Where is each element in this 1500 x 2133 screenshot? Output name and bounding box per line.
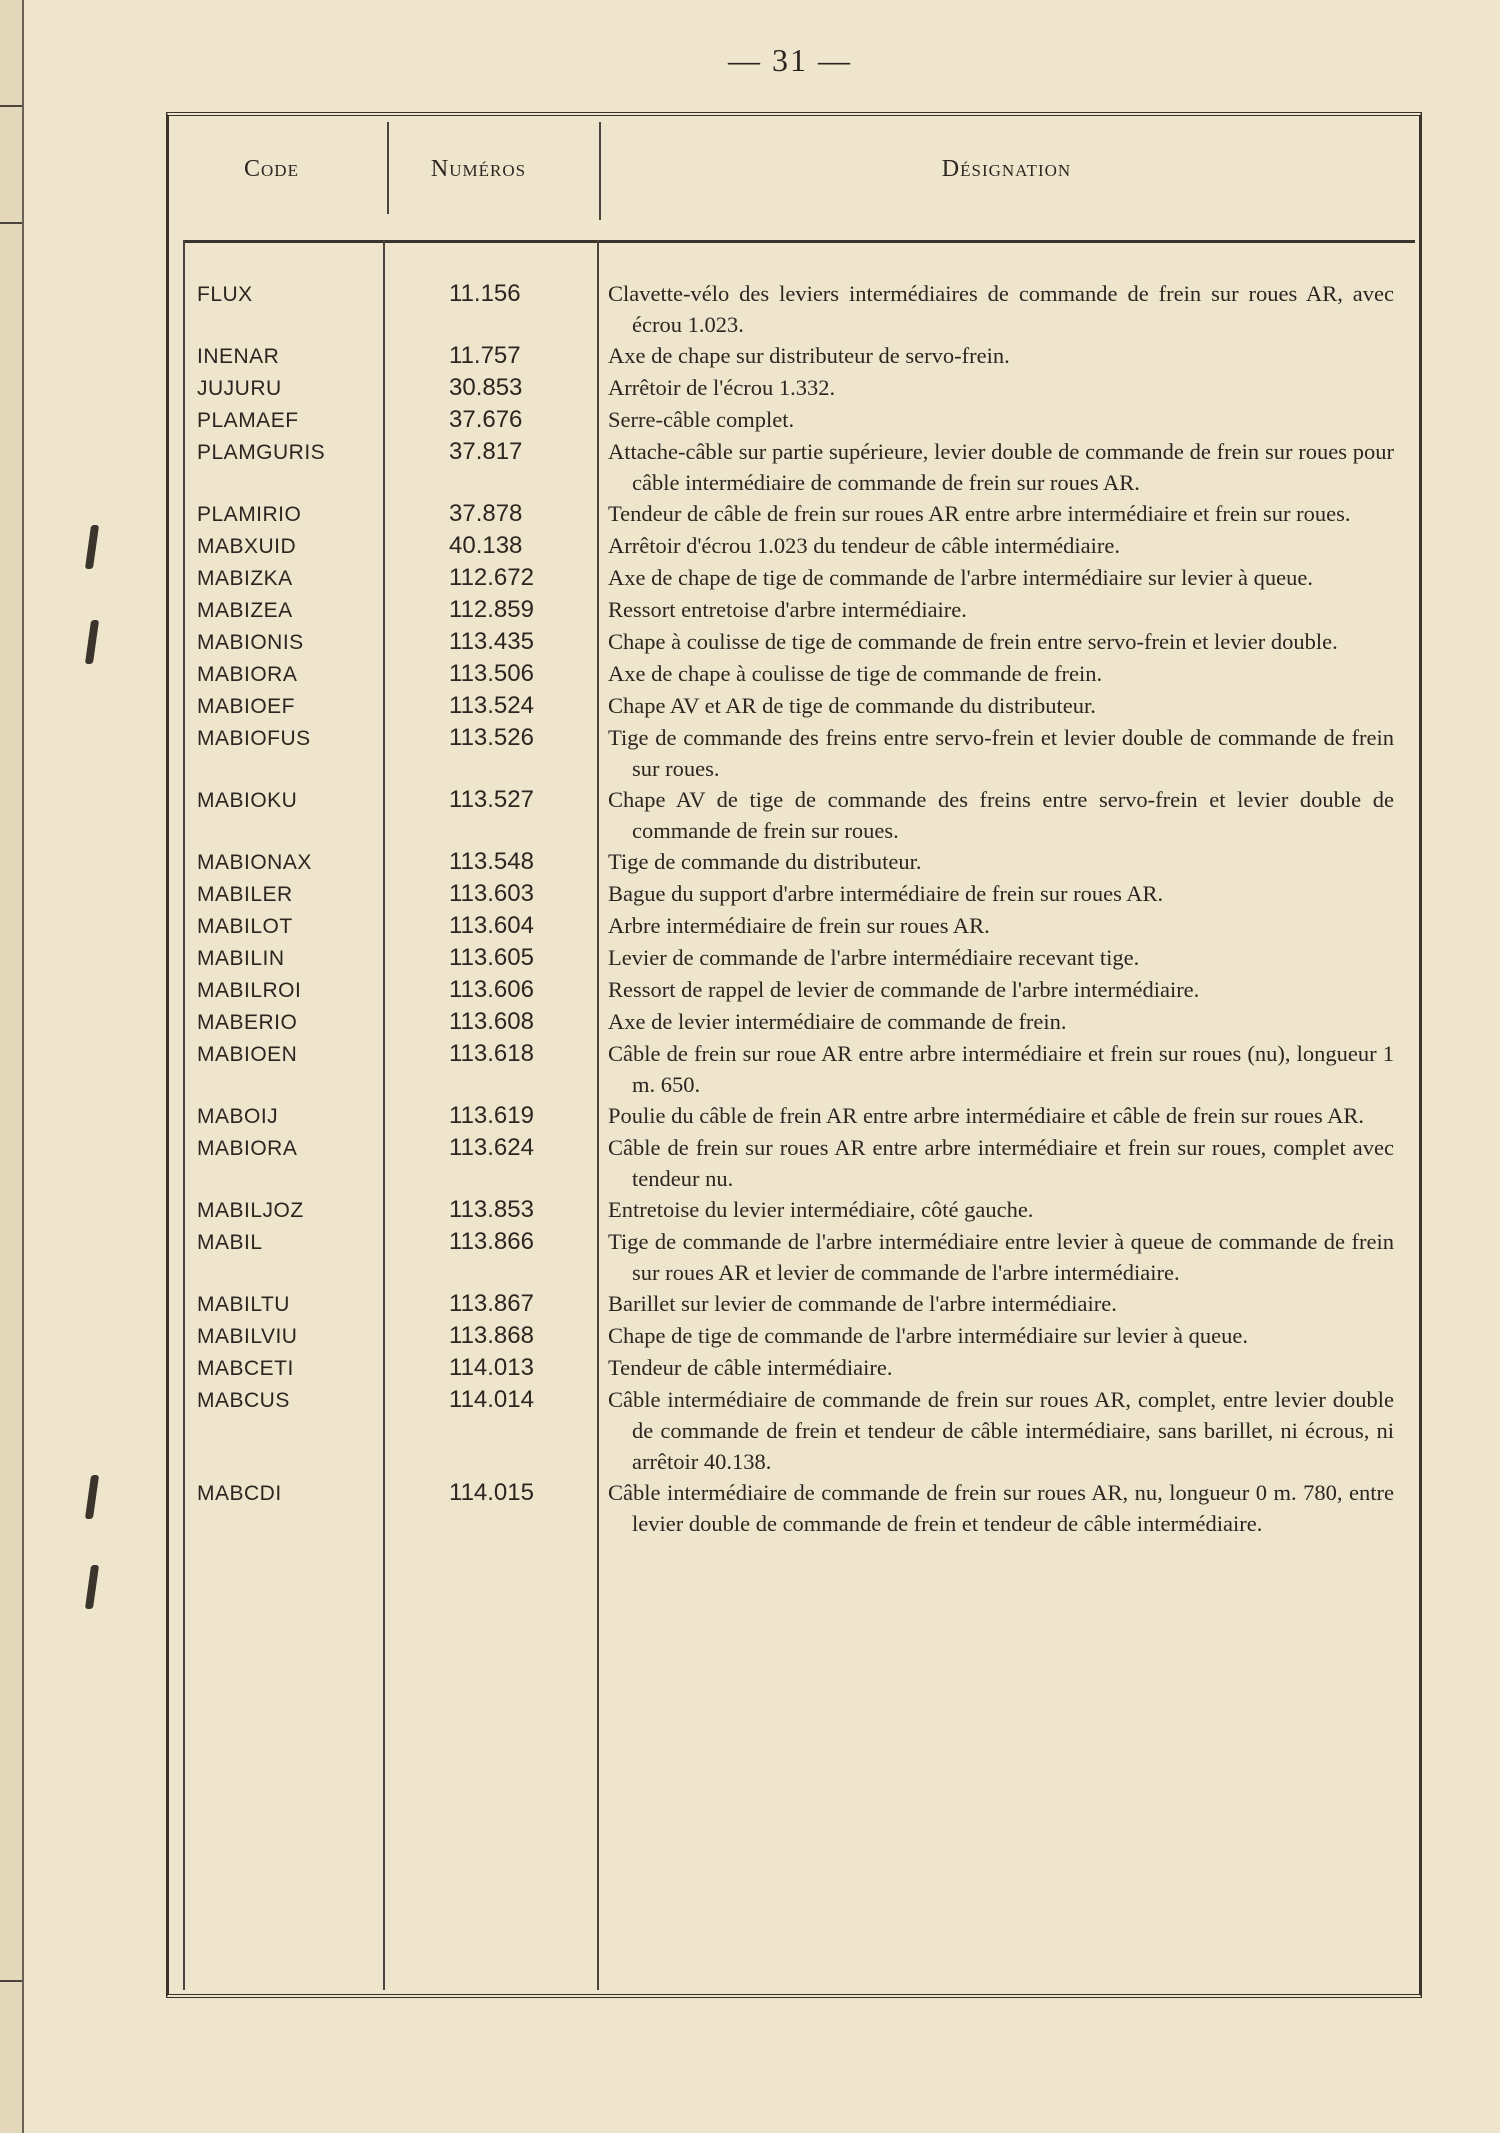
table-row: [169, 404, 1419, 436]
table-row: [169, 1288, 1419, 1320]
header-code: Code: [244, 156, 299, 182]
row-code: MABXUID: [197, 535, 297, 558]
row-designation-cell: [608, 436, 1394, 498]
row-code: MABIONAX: [197, 851, 312, 874]
row-designation-cell: [608, 1352, 1394, 1383]
row-designation: Arbre intermédiaire de frein sur roues AR.: [608, 913, 990, 938]
table-row: [169, 1132, 1419, 1194]
row-designation-cell: [608, 878, 1394, 909]
row-designation: Axe de chape de tige de commande de l'arbre intermédiaire sur levier à queue.: [608, 565, 1313, 590]
row-code: MABIOEF: [197, 695, 296, 718]
row-designation-cell: [608, 722, 1394, 784]
row-code: MABIZKA: [197, 567, 293, 590]
row-designation: Câble intermédiaire de commande de frein sur roues AR, complet, entre levier double de commande de frein et tendeur de câble intermédiaire, sans barillet, ni écrous, ni arrêtoir 40.138.: [608, 1387, 1394, 1474]
table-row: [169, 1100, 1419, 1132]
row-code: MABCETI: [197, 1357, 294, 1380]
table-body: [169, 278, 1419, 1539]
row-designation-cell: [608, 1100, 1394, 1131]
row-designation: Ressort de rappel de levier de commande de l'arbre intermédiaire.: [608, 977, 1200, 1002]
row-designation: Bague du support d'arbre intermédiaire de frein sur roues AR.: [608, 881, 1164, 906]
table-row: [169, 878, 1419, 910]
row-designation-cell: [608, 372, 1394, 403]
row-code: MABILJOZ: [197, 1199, 304, 1222]
row-designation: Axe de chape à coulisse de tige de commande de frein.: [608, 661, 1103, 686]
row-code: PLAMIRIO: [197, 503, 302, 526]
row-code: FLUX: [197, 283, 253, 306]
table-row: [169, 1352, 1419, 1384]
row-code: MABCDI: [197, 1482, 282, 1505]
row-code: MABILER: [197, 883, 293, 906]
table-row: [169, 1006, 1419, 1038]
row-designation: Câble intermédiaire de commande de frein sur roues AR, nu, longueur 0 m. 780, entre levier double de commande de frein et tendeur de câble intermédiaire.: [608, 1480, 1394, 1536]
row-number: 113.603: [449, 880, 534, 907]
header-column-separator: [387, 122, 389, 214]
table-row: [169, 372, 1419, 404]
row-number: 113.606: [449, 976, 534, 1003]
table-row: [169, 1320, 1419, 1352]
row-designation-cell: [608, 910, 1394, 941]
table-row: [169, 942, 1419, 974]
row-designation: Attache-câble sur partie supérieure, levier double de commande de frein sur roues pour câble intermédiaire de commande de frein sur roues AR.: [608, 439, 1394, 495]
row-number: 113.624: [449, 1134, 534, 1161]
row-code: MABIOFUS: [197, 727, 311, 750]
row-designation: Poulie du câble de frein AR entre arbre intermédiaire et câble de frein sur roues AR.: [608, 1103, 1364, 1128]
row-number: 113.867: [449, 1290, 534, 1317]
table-row: [169, 436, 1419, 498]
row-designation-cell: [608, 942, 1394, 973]
row-designation: Tige de commande des freins entre servo-frein et levier double de commande de frein sur roues.: [608, 725, 1394, 781]
row-designation: Arrêtoir d'écrou 1.023 du tendeur de câble intermédiaire.: [608, 533, 1120, 558]
row-designation: Clavette-vélo des leviers intermédiaires de commande de frein sur roues AR, avec écrou 1.023.: [608, 281, 1394, 337]
edge-rule: [0, 222, 22, 224]
row-designation: Barillet sur levier de commande de l'arbre intermédiaire.: [608, 1291, 1117, 1316]
header-numbers: Numéros: [430, 156, 527, 182]
row-designation: Ressort entretoise d'arbre intermédiaire.: [608, 597, 967, 622]
row-designation-cell: [608, 784, 1394, 846]
margin-pencil-mark: [85, 1475, 99, 1519]
row-designation-cell: [608, 278, 1394, 340]
row-number: 113.435: [449, 628, 534, 655]
row-designation-cell: [608, 1132, 1394, 1194]
row-designation-cell: [608, 404, 1394, 435]
row-number: 113.853: [449, 1196, 534, 1223]
row-code: MABERIO: [197, 1011, 298, 1034]
row-number: 113.527: [449, 786, 534, 813]
header-rule: [183, 240, 1415, 243]
table-row: [169, 1384, 1419, 1477]
row-number: 113.506: [449, 660, 534, 687]
row-designation: Serre-câble complet.: [608, 407, 795, 432]
row-code: MABIOKU: [197, 789, 298, 812]
table-row: [169, 690, 1419, 722]
row-number: 11.156: [449, 280, 521, 307]
row-designation: Chape AV et AR de tige de commande du distributeur.: [608, 693, 1096, 718]
margin-pencil-mark: [85, 525, 99, 569]
row-number: 114.015: [449, 1479, 534, 1506]
row-number: 113.618: [449, 1040, 534, 1067]
table-row: [169, 594, 1419, 626]
row-number: 30.853: [449, 374, 523, 401]
row-designation-cell: [608, 1226, 1394, 1288]
row-designation-cell: [608, 846, 1394, 877]
row-code: MABILROI: [197, 979, 302, 1002]
row-code: MABIORA: [197, 663, 298, 686]
row-code: INENAR: [197, 345, 280, 368]
row-designation-cell: [608, 690, 1394, 721]
table-row: [169, 498, 1419, 530]
row-code: PLAMGURIS: [197, 441, 326, 464]
page-number: — 31 —: [728, 42, 852, 78]
row-number: 37.676: [449, 406, 523, 433]
row-designation: Levier de commande de l'arbre intermédiaire recevant tige.: [608, 945, 1140, 970]
header-column-separator: [599, 122, 601, 220]
row-designation-cell: [608, 1194, 1394, 1225]
row-designation-cell: [608, 562, 1394, 593]
row-designation-cell: [608, 594, 1394, 625]
table-row: [169, 530, 1419, 562]
row-code: MABILTU: [197, 1293, 290, 1316]
row-designation: Tige de commande du distributeur.: [608, 849, 922, 874]
row-code: MABILIN: [197, 947, 285, 970]
row-designation-cell: [608, 626, 1394, 657]
table-row: [169, 1038, 1419, 1100]
row-designation-cell: [608, 1320, 1394, 1351]
row-designation: Arrêtoir de l'écrou 1.332.: [608, 375, 836, 400]
row-code: PLAMAEF: [197, 409, 299, 432]
row-number: 113.526: [449, 724, 534, 751]
row-code: MABILVIU: [197, 1325, 298, 1348]
table-row: [169, 910, 1419, 942]
row-code: JUJURU: [197, 377, 282, 400]
table-row: [169, 1194, 1419, 1226]
table-row: [169, 846, 1419, 878]
row-code: MABIL: [197, 1231, 263, 1254]
row-code: MABIZEA: [197, 599, 293, 622]
edge-rule: [0, 1980, 22, 1982]
row-number: 114.014: [449, 1386, 534, 1413]
row-designation-cell: [608, 1038, 1394, 1100]
margin-pencil-mark: [85, 1565, 99, 1609]
table-row: [169, 562, 1419, 594]
row-number: 113.608: [449, 1008, 534, 1035]
row-designation: Chape à coulisse de tige de commande de frein entre servo-frein et levier double.: [608, 629, 1338, 654]
row-designation: Axe de chape sur distributeur de servo-frein.: [608, 343, 1010, 368]
row-designation-cell: [608, 498, 1394, 529]
row-number: 37.878: [449, 500, 523, 527]
row-designation: Tendeur de câble intermédiaire.: [608, 1355, 893, 1380]
row-number: 37.817: [449, 438, 523, 465]
row-designation-cell: [608, 530, 1394, 561]
adjacent-page-edge: [0, 0, 24, 2133]
row-designation: Câble de frein sur roue AR entre arbre intermédiaire et frein sur roues (nu), longueur 1 m. 650.: [608, 1041, 1394, 1097]
row-designation: Entretoise du levier intermédiaire, côté gauche.: [608, 1197, 1034, 1222]
table-row: [169, 974, 1419, 1006]
table-row: [169, 626, 1419, 658]
row-code: MABOIJ: [197, 1105, 279, 1128]
table-row: [169, 340, 1419, 372]
row-designation: Chape AV de tige de commande des freins entre servo-frein et levier double de commande de frein sur roues.: [608, 787, 1394, 843]
row-designation: Câble de frein sur roues AR entre arbre intermédiaire et frein sur roues, complet avec tendeur nu.: [608, 1135, 1394, 1191]
table-row: [169, 784, 1419, 846]
row-designation: Tige de commande de l'arbre intermédiaire entre levier à queue de commande de frein sur roues AR et levier de commande de l'arbre intermédiaire.: [608, 1229, 1394, 1285]
row-number: 113.605: [449, 944, 534, 971]
edge-rule: [0, 105, 22, 107]
row-designation-cell: [608, 974, 1394, 1005]
row-number: 114.013: [449, 1354, 534, 1381]
row-number: 113.524: [449, 692, 534, 719]
table-row: [169, 658, 1419, 690]
row-code: MABILOT: [197, 915, 293, 938]
parts-table: [166, 112, 1422, 1998]
row-designation-cell: [608, 658, 1394, 689]
row-number: 113.548: [449, 848, 534, 875]
row-code: MABIORA: [197, 1137, 298, 1160]
margin-pencil-mark: [85, 620, 99, 664]
row-number: 113.619: [449, 1102, 534, 1129]
row-code: MABIONIS: [197, 631, 304, 654]
row-designation-cell: [608, 1006, 1394, 1037]
row-number: 112.672: [449, 564, 534, 591]
row-designation: Axe de levier intermédiaire de commande de frein.: [608, 1009, 1067, 1034]
row-number: 11.757: [449, 342, 521, 369]
row-number: 112.859: [449, 596, 534, 623]
row-number: 113.866: [449, 1228, 534, 1255]
row-number: 113.604: [449, 912, 534, 939]
row-designation-cell: [608, 1384, 1394, 1477]
row-designation-cell: [608, 1288, 1394, 1319]
row-designation: Chape de tige de commande de l'arbre intermédiaire sur levier à queue.: [608, 1323, 1249, 1348]
table-row: [169, 278, 1419, 340]
row-designation: Tendeur de câble de frein sur roues AR entre arbre intermédiaire et frein sur roues.: [608, 501, 1351, 526]
row-designation-cell: [608, 1477, 1394, 1539]
table-row: [169, 1226, 1419, 1288]
row-number: 40.138: [449, 532, 523, 559]
table-row: [169, 1477, 1419, 1539]
row-code: MABIOEN: [197, 1043, 298, 1066]
row-number: 113.868: [449, 1322, 534, 1349]
header-designation: Désignation: [941, 156, 1072, 182]
row-designation-cell: [608, 340, 1394, 371]
table-row: [169, 722, 1419, 784]
row-code: MABCUS: [197, 1389, 290, 1412]
